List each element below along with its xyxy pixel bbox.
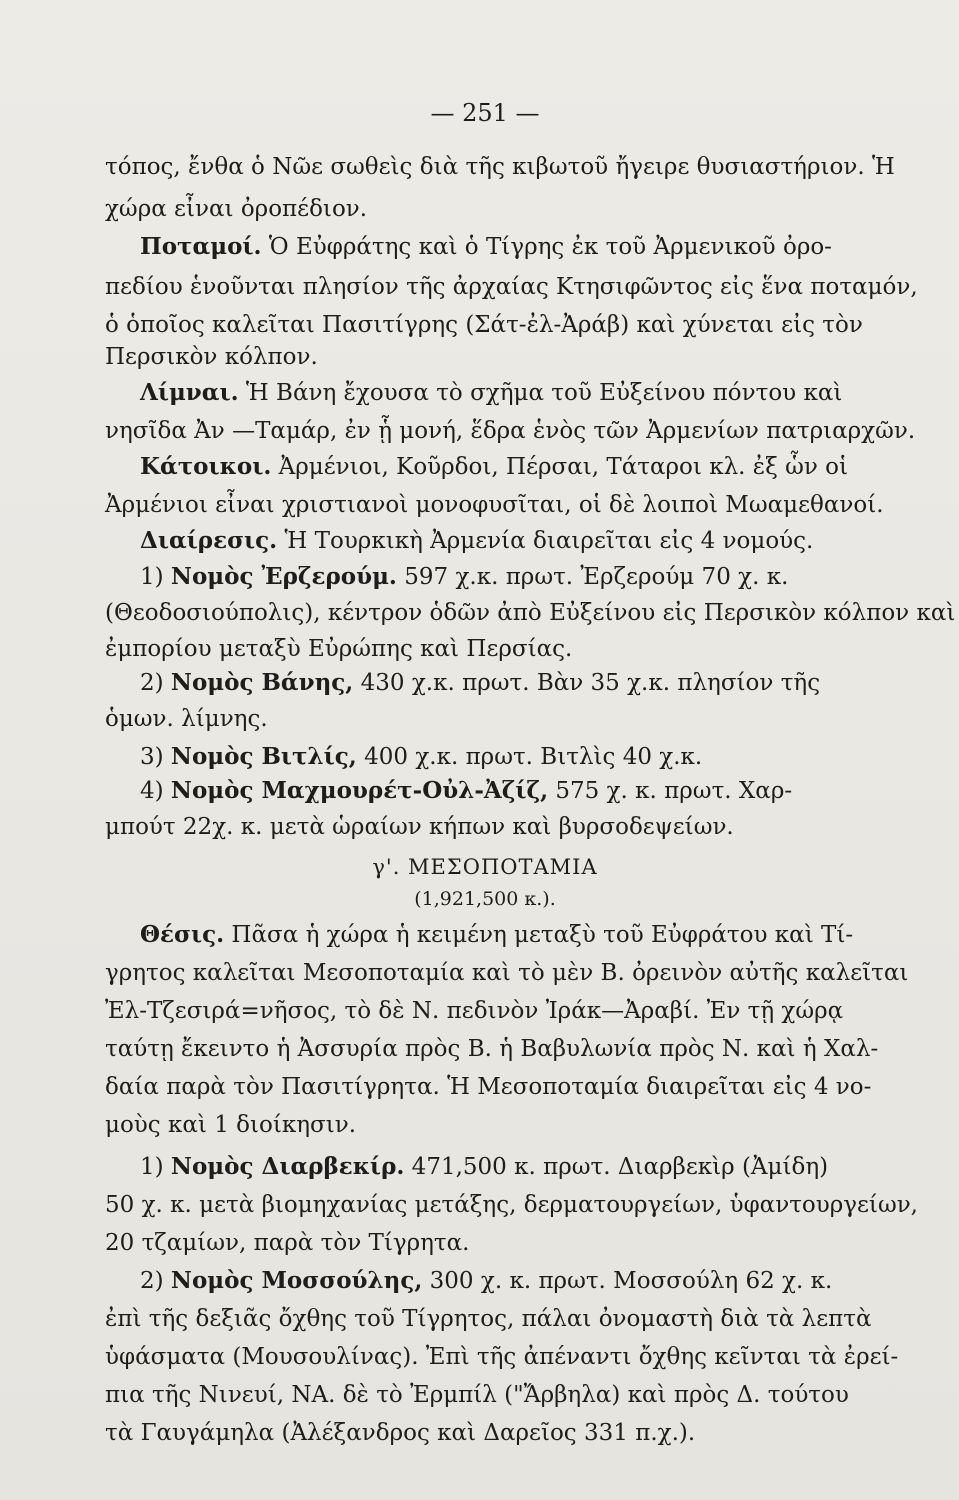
- entry-heading: Νομὸς Διαρβεκίρ.: [170, 1153, 405, 1180]
- section-heading: Θέσις.: [140, 921, 225, 948]
- chapter-heading: γ'. ΜΕΣΟΠΟΤΑΜΙΑ: [372, 855, 598, 879]
- text-line: Λίμναι. Ἡ Βάνη ἔχουσα τὸ σχῆμα τοῦ Εὐξείνου πόντου καὶ: [140, 379, 843, 406]
- text-line: μπούτ 22χ. κ. μετὰ ὡραίων κήπων καὶ βυρσοδεψείων.: [105, 814, 734, 840]
- text-line: τὰ Γαυγάμηλα (Ἀλέξανδρος καὶ Δαρεῖος 331 π.χ.).: [105, 1420, 696, 1446]
- text-line: Περσικὸν κόλπον.: [105, 344, 318, 370]
- text-line: 3) Νομὸς Βιτλίς, 400 χ.κ. πρωτ. Βιτλὶς 40 χ.κ.: [140, 743, 703, 770]
- text-line: Ποταμοί. Ὁ Εὐφράτης καὶ ὁ Τίγρης ἐκ τοῦ Ἀρμενικοῦ ὀρο-: [140, 233, 832, 260]
- text-line: Κάτοικοι. Ἀρμένιοι, Κοῦρδοι, Πέρσαι, Τάταροι κλ. ἐξ ὧν οἱ: [140, 453, 849, 480]
- section-heading: Διαίρεσις.: [140, 527, 278, 554]
- text-line: 1) Νομὸς Διαρβεκίρ. 471,500 κ. πρωτ. Διαρβεκὶρ (Ἀμίδη): [140, 1153, 829, 1180]
- entry-heading: Νομὸς Βάνης,: [170, 669, 354, 696]
- text-line: 2) Νομὸς Μοσσούλης, 300 χ. κ. πρωτ. Μοσσούλη 62 χ. κ.: [140, 1267, 833, 1294]
- section-heading: Κάτοικοι.: [140, 453, 272, 480]
- section-heading: Λίμναι.: [140, 379, 239, 406]
- text-line: Ἀρμένιοι εἶναι χριστιανοὶ μονοφυσῖται, οἱ δὲ λοιποὶ Μωαμεθανοί.: [105, 492, 884, 518]
- text-line: (Θεοδοσιούπολις), κέντρον ὁδῶν ἀπὸ Εὐξείνου εἰς Περσικὸν κόλπον καὶ: [105, 600, 956, 626]
- section-heading: Ποταμοί.: [140, 233, 262, 260]
- text-line: δαία παρὰ τὸν Πασιτίγρητα. Ἡ Μεσοποταμία διαιρεῖται εἰς 4 νο-: [105, 1074, 872, 1100]
- text-line: 20 τζαμίων, παρὰ τὸν Τίγρητα.: [105, 1230, 470, 1256]
- text-line: πια τῆς Νινευί, ΝΑ. δὲ τὸ Ἐρμπίλ ("Ἄρβηλα) καὶ πρὸς Δ. τούτου: [105, 1382, 849, 1408]
- chapter-subheading: (1,921,500 κ.).: [414, 888, 556, 910]
- text-line: Θέσις. Πᾶσα ἡ χώρα ἡ κειμένη μεταξὺ τοῦ Εὐφράτου καὶ Τί-: [140, 921, 854, 948]
- text-line: μοὺς καὶ 1 διοίκησιν.: [105, 1112, 357, 1138]
- text-line: χώρα εἶναι ὀροπέδιον.: [105, 196, 368, 222]
- text-line: 4) Νομὸς Μαχμουρέτ-Οὐλ-Ἀζίζ, 575 χ. κ. πρωτ. Χαρ-: [140, 777, 793, 804]
- text-line: Ἐλ-Τζεσιρά=νῆσος, τὸ δὲ Ν. πεδινὸν Ἰράκ—Ἀραβί. Ἐν τῇ χώρᾳ: [105, 998, 844, 1024]
- entry-heading: Νομὸς Βιτλίς,: [170, 743, 357, 770]
- text-line: 2) Νομὸς Βάνης, 430 χ.κ. πρωτ. Βὰν 35 χ.κ. πλησίον τῆς: [140, 669, 821, 696]
- text-line: τόπος, ἔνθα ὁ Νῶε σωθεὶς διὰ τῆς κιβωτοῦ ἤγειρε θυσιαστήριον. Ἡ: [105, 154, 895, 180]
- text-line: 1) Νομὸς Ἐρζερούμ. 597 χ.κ. πρωτ. Ἐρζερούμ 70 χ. κ.: [140, 563, 789, 590]
- page-number: — 251 —: [430, 99, 540, 127]
- text-line: ὁμων. λίμνης.: [105, 706, 268, 732]
- text-line: ὁ ὁποῖος καλεῖται Πασιτίγρης (Σάτ-ἐλ-Ἀράβ) καὶ χύνεται εἰς τὸν: [105, 312, 863, 338]
- entry-heading: Νομὸς Μοσσούλης,: [170, 1267, 423, 1294]
- text-line: πεδίου ἑνοῦνται πλησίον τῆς ἀρχαίας Κτησιφῶντος εἰς ἕνα ποταμόν,: [105, 274, 918, 300]
- text-line: ἐμπορίου μεταξὺ Εὐρώπης καὶ Περσίας.: [105, 636, 573, 662]
- text-line: ἐπὶ τῆς δεξιᾶς ὄχθης τοῦ Τίγρητος, πάλαι ὀνομαστὴ διὰ τὰ λεπτὰ: [105, 1306, 872, 1332]
- text-line: γρητος καλεῖται Μεσοποταμία καὶ τὸ μὲν Β. ὀρεινὸν αὐτῆς καλεῖται: [105, 960, 909, 986]
- text-line: Διαίρεσις. Ἡ Τουρκικὴ Ἀρμενία διαιρεῖται εἰς 4 νομούς.: [140, 527, 814, 554]
- entry-heading: Νομὸς Ἐρζερούμ.: [170, 563, 397, 590]
- entry-heading: Νομὸς Μαχμουρέτ-Οὐλ-Ἀζίζ,: [170, 777, 549, 804]
- text-line: ὑφάσματα (Μουσουλίνας). Ἐπὶ τῆς ἀπέναντι ὄχθης κεῖνται τὰ ἐρεί-: [105, 1344, 899, 1370]
- text-line: 50 χ. κ. μετὰ βιομηχανίας μετάξης, δερματουργείων, ὑφαντουργείων,: [105, 1192, 918, 1218]
- text-line: ταύτῃ ἔκειντο ἡ Ἀσσυρία πρὸς Β. ἡ Βαβυλωνία πρὸς Ν. καὶ ἡ Χαλ-: [105, 1036, 879, 1062]
- text-line: νησῖδα Ἀν —Ταμάρ, ἐν ᾗ μονή, ἕδρα ἑνὸς τῶν Ἀρμενίων πατριαρχῶν.: [105, 418, 916, 444]
